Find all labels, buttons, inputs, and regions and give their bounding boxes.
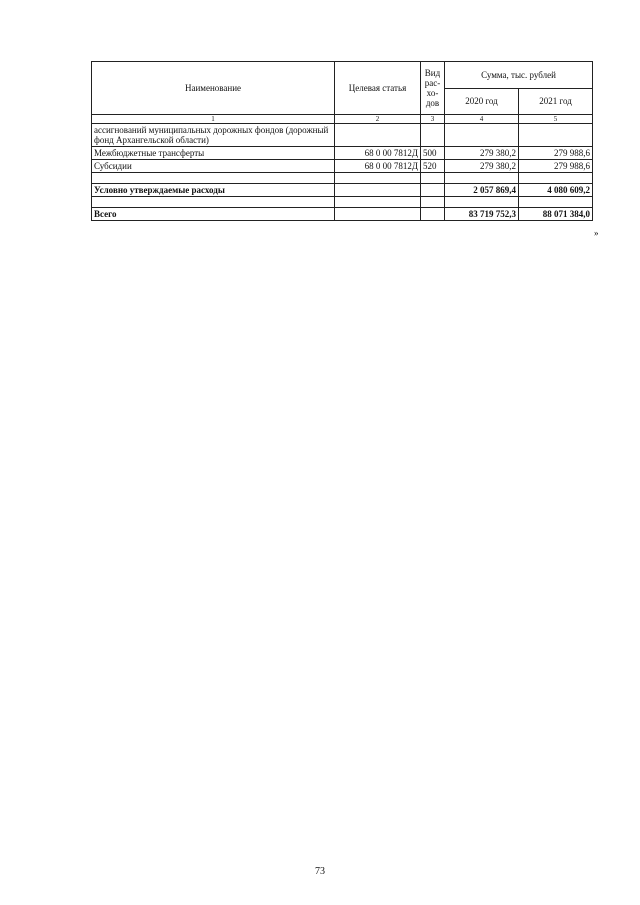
conditional-expenses-label: Условно утверждаемые расходы xyxy=(92,184,335,197)
row-name: ассигнований муниципальных дорожных фондов (дорожный фонд Архангельской области) xyxy=(92,124,335,147)
column-number: 1 xyxy=(92,115,335,124)
row-target-code: 68 0 00 7812Д xyxy=(335,160,421,173)
table-row xyxy=(92,147,593,160)
header-year-2021: 2021 год xyxy=(519,88,593,115)
column-number: 4 xyxy=(445,115,519,124)
conditional-amount-2021: 4 080 609,2 xyxy=(519,184,593,197)
column-number-row xyxy=(92,115,593,124)
total-amount-2021: 88 071 384,0 xyxy=(519,208,593,221)
total-label: Всего xyxy=(92,208,335,221)
header-sum: Сумма, тыс. рублей xyxy=(445,62,593,89)
row-amount-2020: 279 380,2 xyxy=(445,147,519,160)
row-amount-2021 xyxy=(519,124,593,147)
column-number: 3 xyxy=(421,115,445,124)
row-name: Межбюджетные трансферты xyxy=(92,147,335,160)
row-amount-2020 xyxy=(445,124,519,147)
column-number: 2 xyxy=(335,115,421,124)
header-name: Наименование xyxy=(92,62,335,115)
row-amount-2021: 279 988,6 xyxy=(519,160,593,173)
expenditure-table xyxy=(91,61,593,221)
row-target-code xyxy=(335,124,421,147)
column-number: 5 xyxy=(519,115,593,124)
page-number: 73 xyxy=(315,866,325,877)
closing-quote: » xyxy=(594,228,599,238)
row-amount-2021: 279 988,6 xyxy=(519,147,593,160)
empty-row xyxy=(92,197,593,208)
header-year-2020: 2020 год xyxy=(445,88,519,115)
header-target-article: Целевая статья xyxy=(335,62,421,115)
row-amount-2020: 279 380,2 xyxy=(445,160,519,173)
empty-row xyxy=(92,173,593,184)
table-row xyxy=(92,124,593,147)
conditional-expenses-row xyxy=(92,184,593,197)
header-expense-kind: Вид рас-хо-дов xyxy=(421,62,445,115)
row-expense-kind: 500 xyxy=(421,147,445,160)
table-row xyxy=(92,160,593,173)
row-expense-kind: 520 xyxy=(421,160,445,173)
total-row xyxy=(92,208,593,221)
row-name: Субсидии xyxy=(92,160,335,173)
row-target-code: 68 0 00 7812Д xyxy=(335,147,421,160)
total-amount-2020: 83 719 752,3 xyxy=(445,208,519,221)
row-expense-kind xyxy=(421,124,445,147)
conditional-amount-2020: 2 057 869,4 xyxy=(445,184,519,197)
